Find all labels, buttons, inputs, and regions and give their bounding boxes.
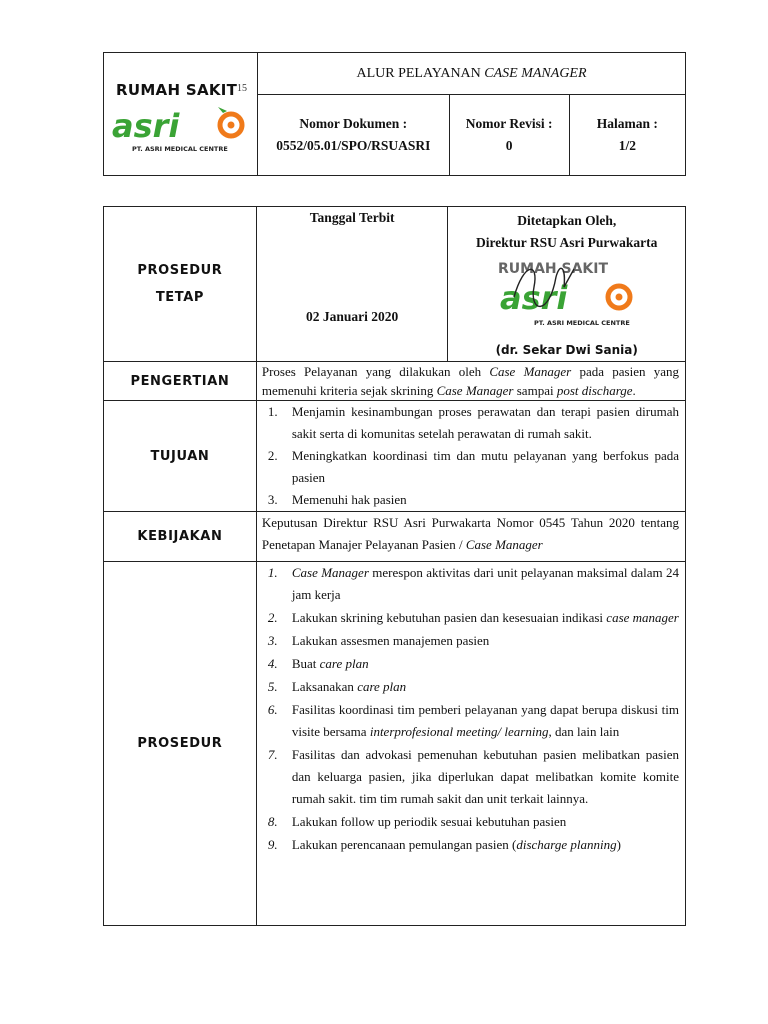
document-header-table <box>103 52 686 176</box>
logo-tagline: PT. ASRI MEDICAL CENTRE <box>132 145 228 153</box>
kebijakan-content <box>256 512 685 562</box>
tanggal-terbit-cell <box>256 207 448 362</box>
prosedur-list <box>260 562 679 856</box>
document-title <box>258 53 686 95</box>
kebijakan-text-1: Keputusan Direktur RSU Asri Purwakarta Nomor 0545 Tahun 2020 tentang Penetapan Manajer Pelayanan Pasien / <box>261 515 679 552</box>
halaman-value: 1/2 <box>618 138 636 154</box>
logo-hospital-name: RUMAH SAKIT <box>116 81 238 99</box>
tujuan-content <box>256 401 685 512</box>
pengertian-text-1: Proses Pelayanan yang dilakukan oleh <box>261 364 490 379</box>
procedure-table <box>103 206 686 926</box>
nomor-dokumen-label: Nomor Dokumen : <box>299 116 408 132</box>
prosedur-tetap-line2: TETAP <box>155 290 205 305</box>
tujuan-label: TUJUAN <box>150 448 210 464</box>
prosedur-label-cell <box>104 562 257 926</box>
prosedur-label: PROSEDUR <box>137 736 223 751</box>
list-item: 8. Lakukan follow up periodik sesuai kebutuhan pasien <box>267 814 567 829</box>
tujuan-list <box>260 401 679 511</box>
prosedur-content <box>256 562 685 926</box>
nomor-revisi-label: Nomor Revisi : <box>465 116 553 132</box>
list-item: 2. Meningkatkan koordinasi tim dan mutu pelayanan yang berfokus pada pasien <box>267 448 679 485</box>
list-item: 4. Buat care plan <box>267 656 369 671</box>
stamp-hospital-name: RUMAH SAKIT <box>498 261 609 277</box>
ditetapkan-role: Direktur RSU Asri Purwakarta <box>476 235 658 250</box>
prosedur-tetap-cell <box>104 207 257 362</box>
hospital-logo-cell <box>104 53 258 176</box>
pengertian-text-2: Case Manager <box>489 364 572 379</box>
list-item: 1. Case Manager merespon aktivitas dari unit pelayanan maksimal dalam 24 jam kerja <box>267 565 679 602</box>
tanggal-terbit-value: 02 Januari 2020 <box>306 309 399 324</box>
nomor-revisi-cell <box>449 95 569 176</box>
kebijakan-label-cell <box>104 512 257 562</box>
pengertian-text-7: . <box>632 383 636 398</box>
list-item: 2. Lakukan skrining kebutuhan pasien dan kesesuaian indikasi case manager <box>267 610 679 625</box>
nomor-revisi-value: 0 <box>505 138 513 154</box>
pengertian-content <box>256 362 685 401</box>
pengertian-label-cell <box>104 362 257 401</box>
logo-brand-text: asri <box>112 107 180 145</box>
title-italic: CASE MANAGER <box>484 65 587 81</box>
pengertian-label: PENGERTIAN <box>130 373 230 389</box>
signatory-name: (dr. Sekar Dwi Sania) <box>495 343 638 357</box>
list-item: 5. Laksanakan care plan <box>267 679 407 694</box>
title-prefix: ALUR PELAYANAN <box>356 65 485 81</box>
list-item: 3. Memenuhi hak pasien <box>267 492 407 507</box>
ditetapkan-label: Ditetapkan Oleh, <box>517 213 617 228</box>
halaman-label: Halaman : <box>596 116 658 132</box>
ditetapkan-cell <box>448 207 686 362</box>
page-number: 15 <box>237 83 247 94</box>
pengertian-text-4: Case Manager <box>436 383 514 398</box>
halaman-cell <box>569 95 685 176</box>
stamp-brand-text: asri <box>500 279 568 317</box>
stamp-signature-logo <box>494 257 644 333</box>
list-item: 3. Lakukan assesmen manajemen pasien <box>267 633 490 648</box>
list-item: 6. Fasilitas koordinasi tim pemberi pelayanan yang dapat berupa diskusi tim visite bersama interprofesional meeting/ learning, dan lain lain <box>267 702 679 739</box>
prosedur-tetap-line1: PROSEDUR <box>137 263 223 278</box>
pengertian-text-6: post discharge <box>556 383 633 398</box>
logo-flower-icon <box>218 107 242 136</box>
list-item: 1. Menjamin kesinambungan proses perawatan dan terapi pasien dirumah sakit serta di komunitas setelah perawatan di rumah sakit. <box>267 404 679 441</box>
kebijakan-text-2: Case Manager <box>465 537 543 552</box>
tujuan-label-cell <box>104 401 257 512</box>
pengertian-text-5: sampai <box>513 383 557 398</box>
asri-logo <box>110 105 250 153</box>
stamp-tagline: PT. ASRI MEDICAL CENTRE <box>534 319 631 327</box>
list-item: 9. Lakukan perencanaan pemulangan pasien (discharge planning) <box>267 837 621 852</box>
list-item: 7. Fasilitas dan advokasi pemenuhan kebutuhan pasien melibatkan pasien dan keluarga pasien, jika diperlukan dapat melibatkan komite komite rumah sakit. tim tim rumah sakit dan unit terkait lainnya. <box>267 747 679 806</box>
tanggal-terbit-label: Tanggal Terbit <box>309 210 395 225</box>
nomor-dokumen-cell <box>258 95 450 176</box>
pengertian-text-3: pada pasien yang memenuhi kriteria sejak skrining <box>261 364 679 398</box>
nomor-dokumen-value: 0552/05.01/SPO/RSUASRI <box>276 138 431 154</box>
kebijakan-label: KEBIJAKAN <box>137 529 223 544</box>
